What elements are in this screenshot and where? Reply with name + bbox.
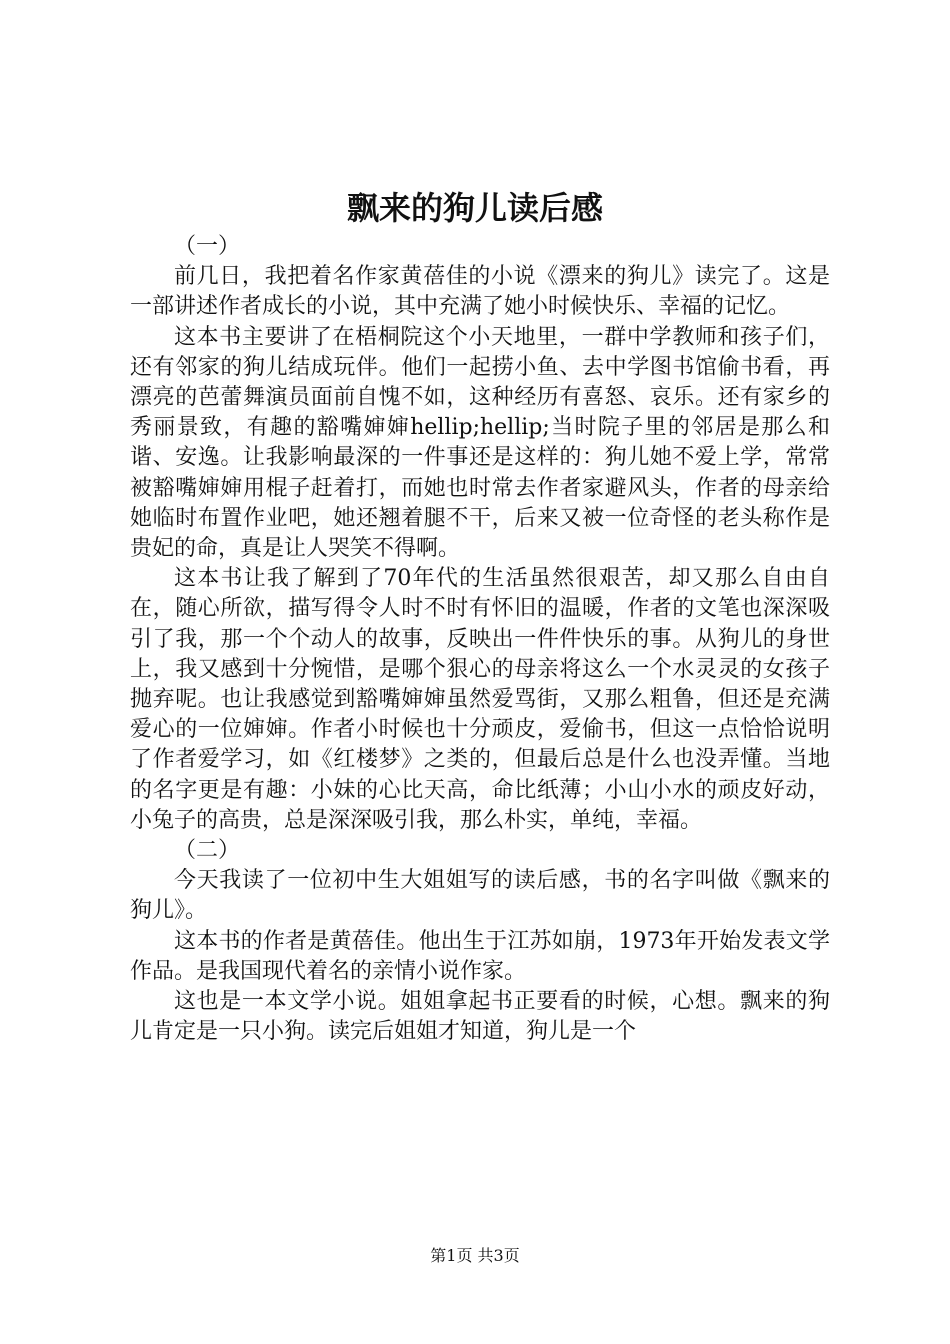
paragraph: 这本书主要讲了在梧桐院这个小天地里，一群中学教师和孩子们，还有邻家的狗儿结成玩伴。他们一起捞小鱼、去中学图书馆偷书看，再漂亮的芭蕾舞演员面前自愧不如，这种经历有喜怒、哀乐。还有家乡的秀丽景致，有趣的豁嘴婶婶hellip;hellip;当时院子里的邻居是那么和谐、安逸。让我影响最深的一件事还是这样的：狗儿她不爱上学，常常被豁嘴婶婶用棍子赶着打，而她也时常去作者家避风头，作者的母亲给她临时布置作业吧，她还翘着腿不干，后来又被一位奇怪的老头称作是贵妃的命，真是让人哭笑不得啊。 (130, 324, 830, 562)
document-body (130, 232, 830, 1047)
paragraph: 这也是一本文学小说。姐姐拿起书正要看的时候，心想。飘来的狗儿肯定是一只小狗。读完后姐姐才知道，狗儿是一个 (130, 989, 830, 1045)
page-footer: 第1页 共3页 (430, 1246, 520, 1265)
paragraph: 这本书的作者是黄蓓佳。他出生于江苏如崩，1973年开始发表文学作品。是我国现代着名的亲情小说作家。 (130, 928, 830, 984)
section-heading-1: （一） (174, 234, 241, 259)
paragraph: 这本书让我了解到了70年代的生活虽然很艰苦，却又那么自由自在，随心所欲，描写得令人时不时有怀旧的温暖，作者的文笔也深深吸引了我，那一个个动人的故事，反映出一件件快乐的事。从狗儿的身世上，我又感到十分惋惜，是哪个狠心的母亲将这么一个水灵灵的女孩子抛弃呢。也让我感觉到豁嘴婶婶虽然爱骂街，又那么粗鲁，但还是充满爱心的一位婶婶。作者小时候也十分顽皮，爱偷书，但这一点恰恰说明了作者爱学习，如《红楼梦》之类的，但最后总是什么也没弄懂。当地的名字更是有趣：小妹的心比天高，命比纸薄；小山小水的顽皮好动，小兔子的高贵，总是深深吸引我，那么朴实，单纯，幸福。 (130, 566, 830, 833)
paragraph: 今天我读了一位初中生大姐姐写的读后感，书的名字叫做《飘来的狗儿》。 (130, 868, 830, 924)
section-heading-2: （二） (174, 838, 241, 864)
paragraph: 前几日，我把着名作家黄蓓佳的小说《漂来的狗儿》读完了。这是一部讲述作者成长的小说，其中充满了她小时候快乐、幸福的记忆。 (130, 264, 830, 320)
document-title: 飘来的狗儿读后感 (346, 189, 603, 227)
